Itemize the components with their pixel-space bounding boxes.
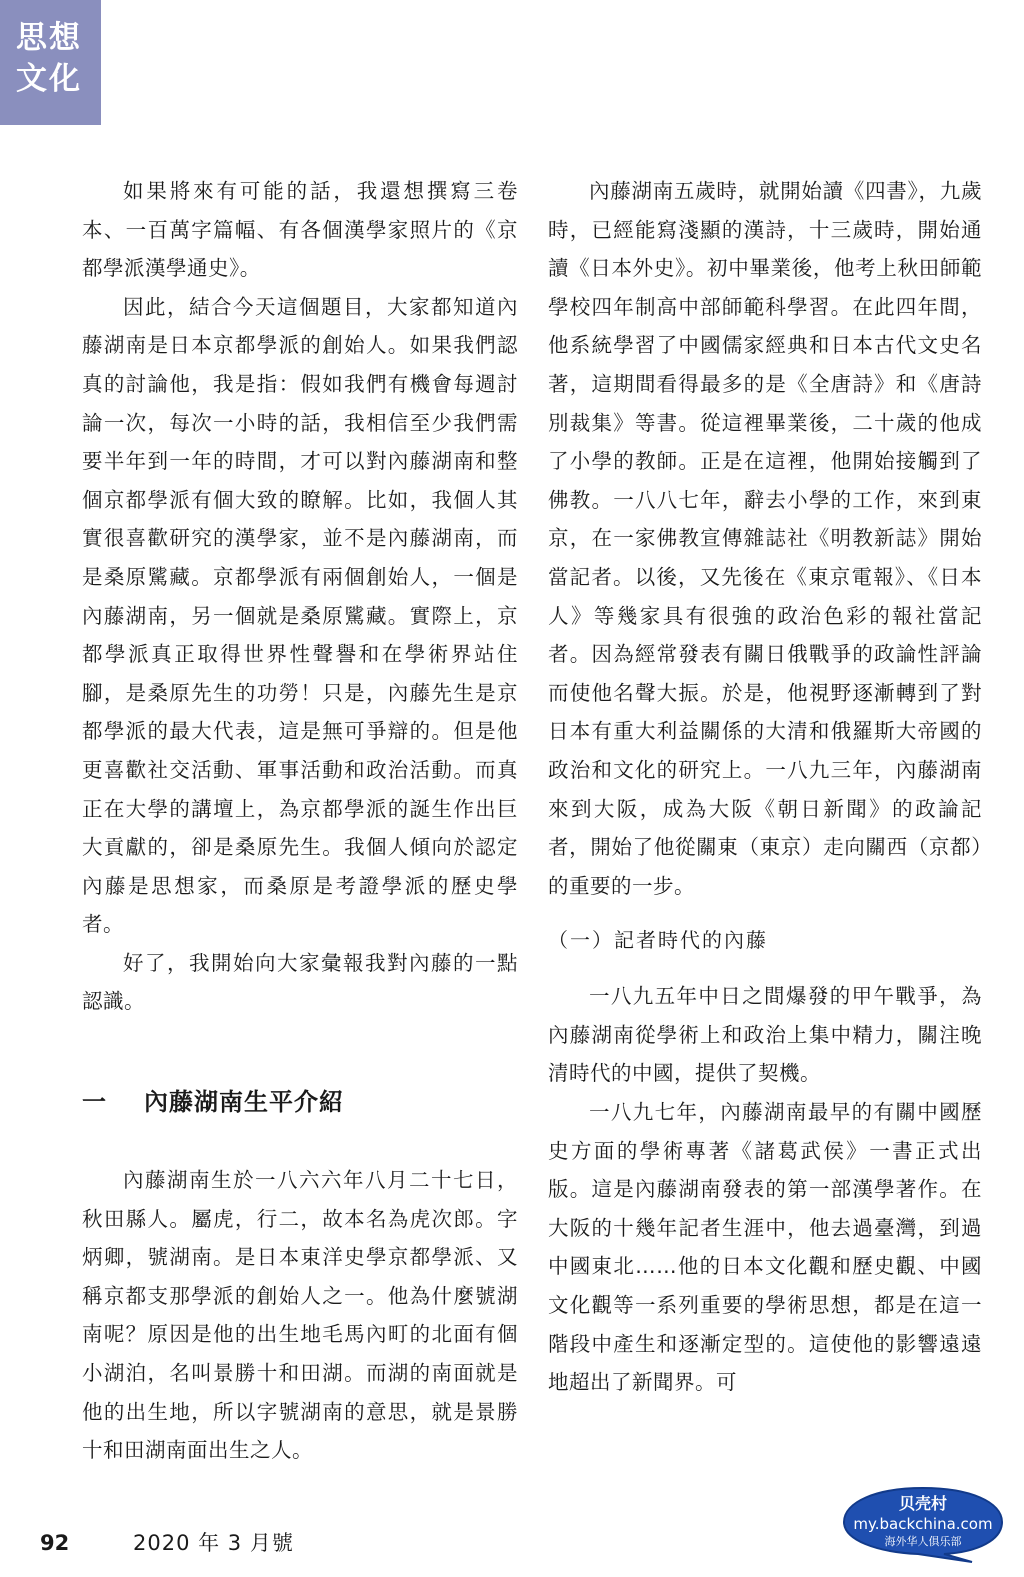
section-tab-line2: 文化 — [16, 61, 82, 97]
left-paragraph-4: 內藤湖南生於一八六六年八月二十七日，秋田縣人。屬虎，行二，故本名為虎次郎。字炳卿，號湖南。是日本東洋史學京都學派、又稱京都支那學派的創始人之一。他為什麼號湖南呢？原因是他的出生地毛馬內町的北面有個小湖泊，名叫景勝十和田湖。而湖的南面就是他的出生地，所以字號湖南的意思，就是景勝十和田湖南面出生之人。 — [82, 1168, 518, 1463]
right-paragraph-3: 一八九七年，內藤湖南最早的有關中國歷史方面的學術專著《諸葛武侯》一書正式出版。這是內藤湖南發表的第一部漢學著作。在大阪的十幾年記者生涯中，他去過臺灣，到過中國東北……他的日本文化觀和歷史觀、中國文化觀等一系列重要的學術思想，都是在這一階段中產生和逐漸定型的。這使他的影響遠遠地超出了新聞界。可 — [548, 1100, 982, 1395]
left-paragraph-1: 如果將來有可能的話，我還想撰寫三卷本、一百萬字篇幅、有各個漢學家照片的《京都學派漢學通史》。 — [82, 179, 518, 281]
section-heading — [82, 1082, 518, 1122]
subsection-heading: （一）記者時代的內藤 — [548, 928, 768, 953]
watermark-line1: 贝壳村 — [898, 1494, 948, 1513]
right-paragraph-2: 一八九五年中日之間爆發的甲午戰爭，為內藤湖南從學術上和政治上集中精力，關注晚清時代的中國，提供了契機。 — [548, 984, 982, 1086]
watermark-line3: 海外华人俱乐部 — [884, 1535, 962, 1548]
right-paragraph-1: 內藤湖南五歲時，就開始讀《四書》，九歲時，已經能寫淺顯的漢詩，十三歲時，開始通讀《日本外史》。初中畢業後，他考上秋田師範學校四年制高中部師範科學習。在此四年間，他系統學習了中國儒家經典和日本古代文史名著，這期間看得最多的是《全唐詩》和《唐詩別裁集》等書。從這裡畢業後，二十歲的他成了小學的教師。正是在這裡，他開始接觸到了佛教。一八八七年，辭去小學的工作，來到東京，在一家佛教宣傳雜誌社《明教新誌》開始當記者。以後，又先後在《東京電報》、《日本人》等幾家具有很強的政治色彩的報社當記者。因為經常發表有關日俄戰爭的政論性評論而使他名聲大振。於是，他視野逐漸轉到了對日本有重大利益關係的大清和俄羅斯大帝國的政治和文化的研究上。一八九三年，內藤湖南來到大阪，成為大阪《朝日新聞》的政論記者，開始了他從關東（東京）走向關西（京都）的重要的一步。 — [548, 179, 982, 898]
left-column — [82, 172, 518, 1470]
issue-date: 2020 年 3 月號 — [133, 1531, 294, 1555]
section-heading-number: 一 — [82, 1088, 107, 1117]
section-tab-line1: 思想 — [16, 20, 82, 56]
left-paragraph-3: 好了，我開始向大家彙報我對內藤的一點認識。 — [82, 950, 518, 1014]
watermark-logo — [840, 1484, 1006, 1564]
section-tab — [0, 0, 101, 125]
page-number: 92 — [40, 1531, 70, 1555]
left-paragraph-2: 因此，結合今天這個題目，大家都知道內藤湖南是日本京都學派的創始人。如果我們認真的討論他，我是指：假如我們有機會每週討論一次，每次一小時的話，我相信至少我們需要半年到一年的時間，才可以對內藤湖南和整個京都學派有個大致的瞭解。比如，我個人其實很喜歡研究的漢學家，並不是內藤湖南，而是桑原騭藏。京都學派有兩個創始人，一個是內藤湖南，另一個就是桑原騭藏。實際上，京都學派真正取得世界性聲譽和在學術界站住腳，是桑原先生的功勞！只是，內藤先生是京都學派的最大代表，這是無可爭辯的。但是他更喜歡社交活動、軍事活動和政治活動。而真正在大學的講壇上，為京都學派的誕生作出巨大貢獻的，卻是桑原先生。我個人傾向於認定內藤是思想家，而桑原是考證學派的歷史學者。 — [82, 294, 518, 937]
watermark-line2: my.backchina.com — [853, 1515, 993, 1533]
right-column — [548, 172, 982, 1402]
section-heading-text: 內藤湖南生平介紹 — [144, 1088, 344, 1117]
